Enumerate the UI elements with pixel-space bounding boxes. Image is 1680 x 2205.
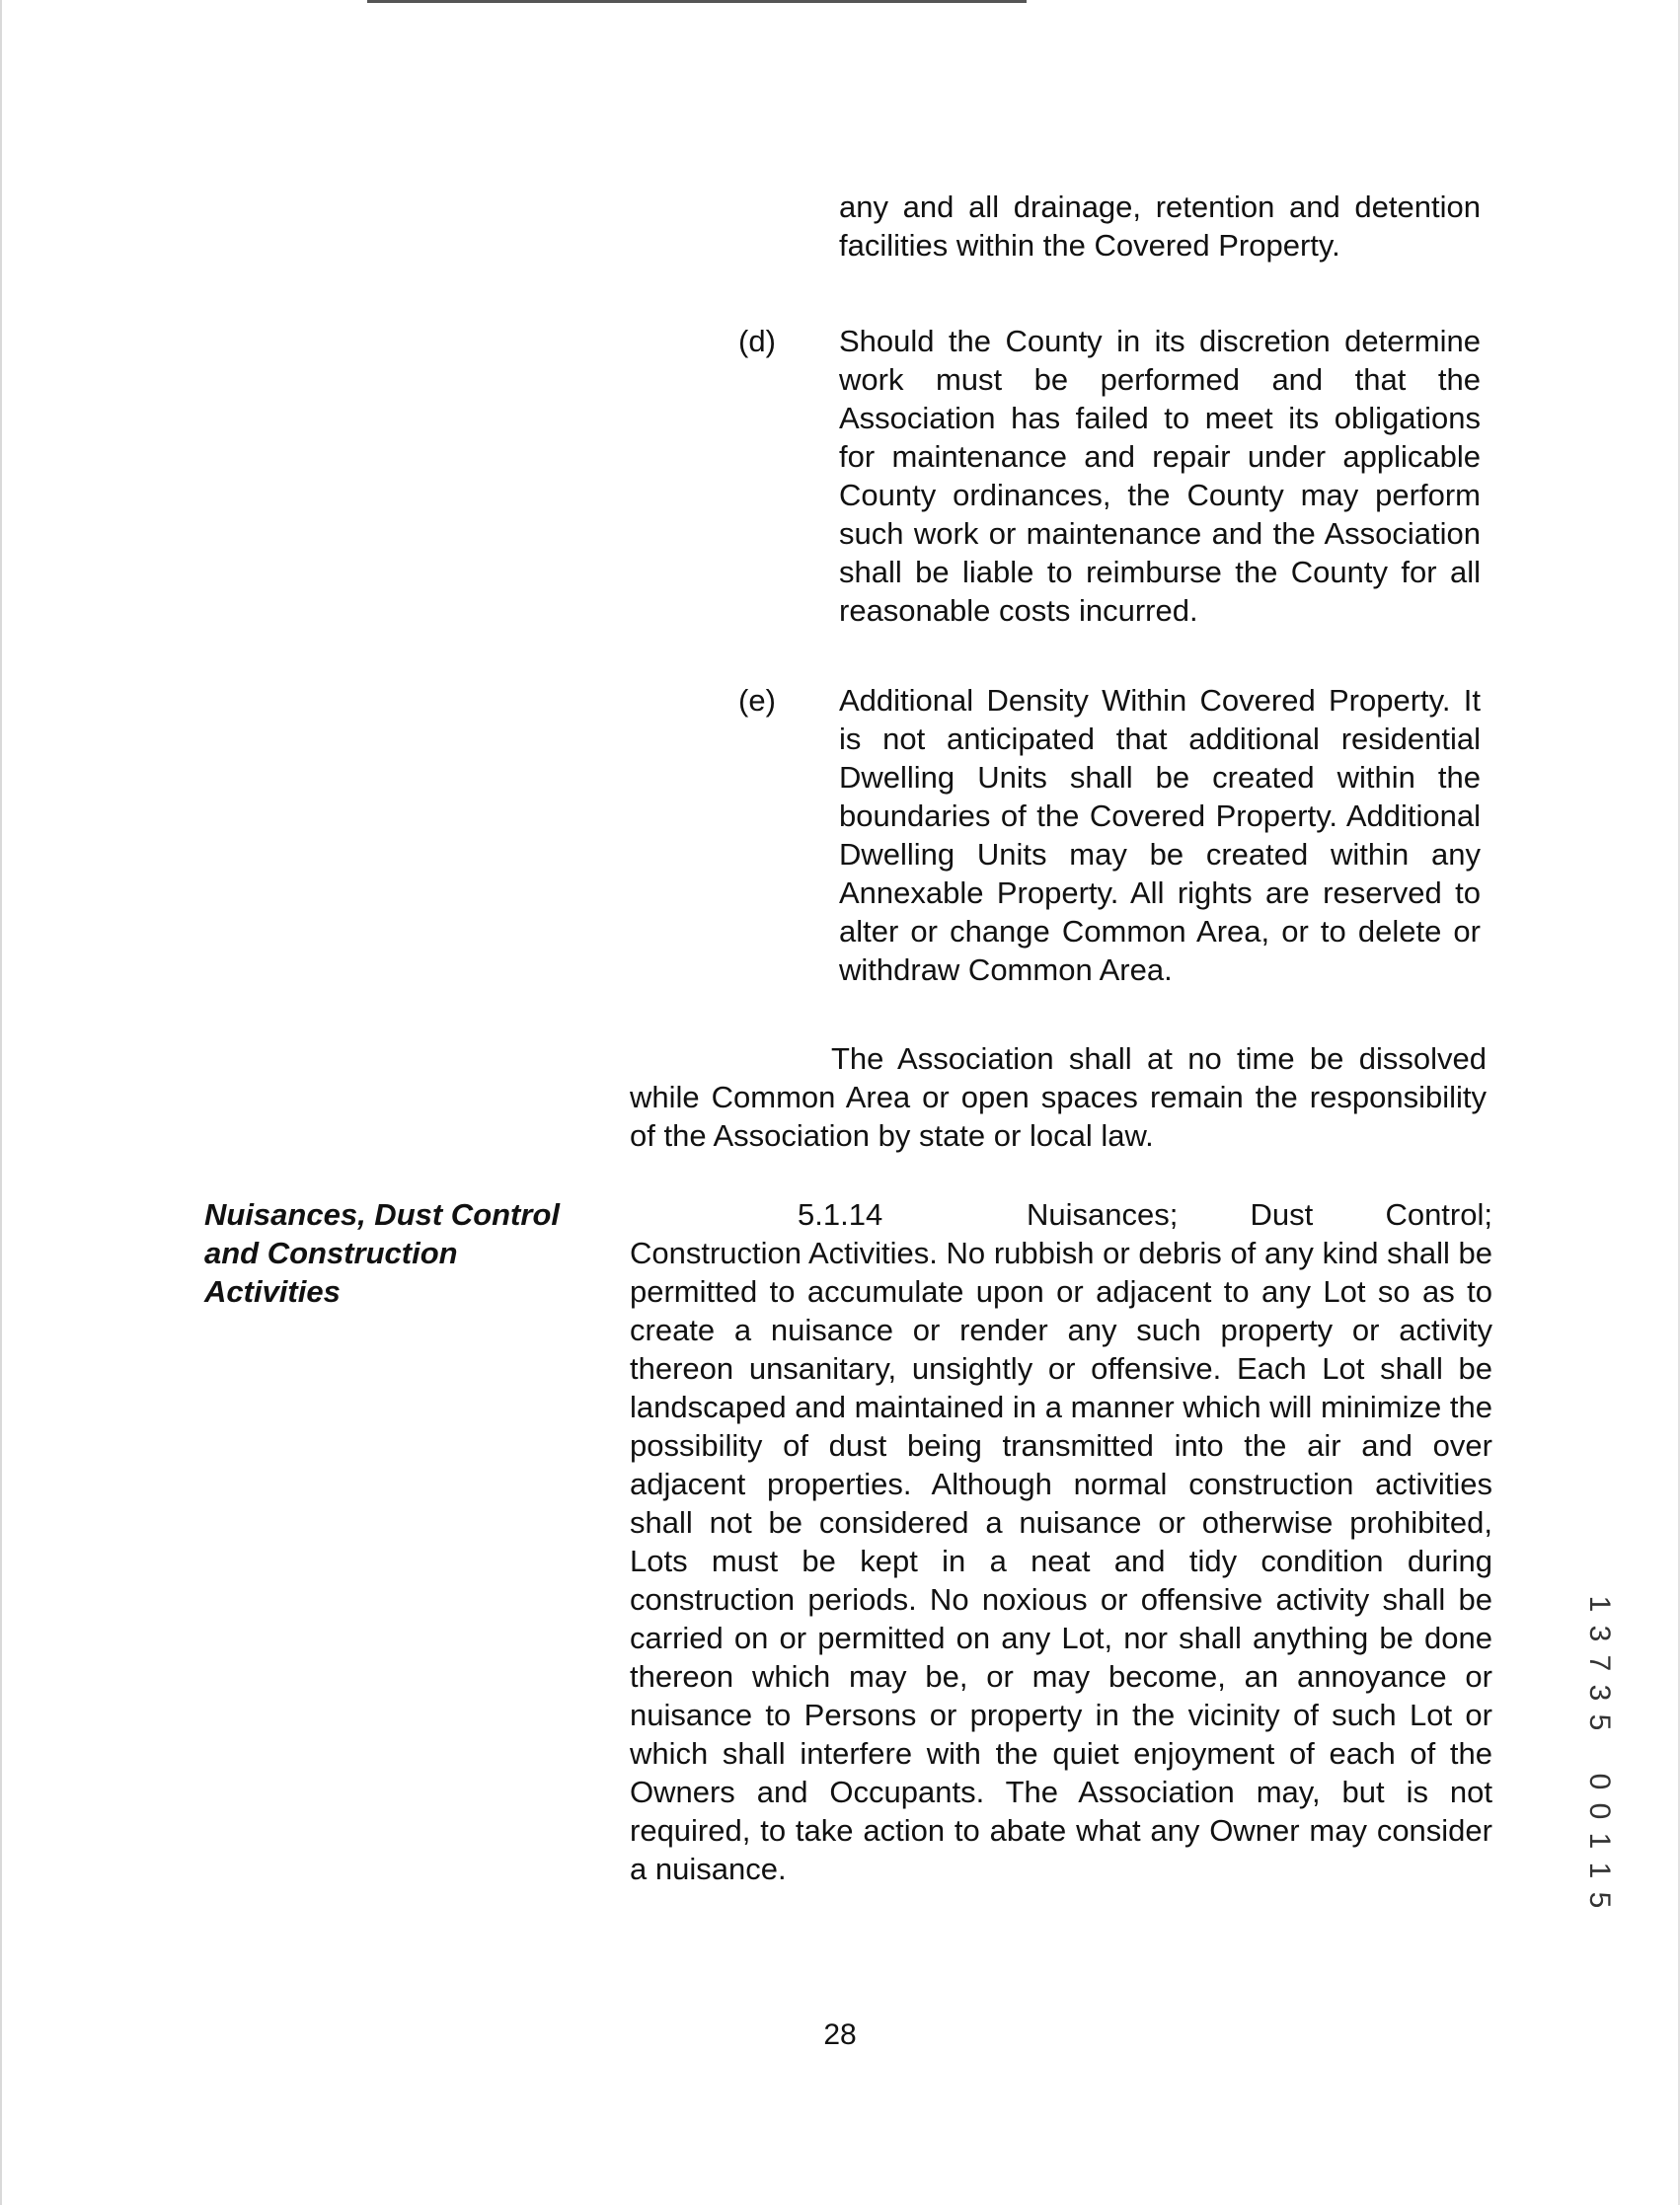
recording-stamp (1579, 1589, 1619, 1915)
section-text: Nuisances; Dust Control; Construction Activities. No rubbish or debris of any kind shall be permitted to accumulate upon or adjacent to any Lot so as to create a nuisance or render any such property or activity thereon unsanitary, unsightly or offensive. Each Lot shall be landscaped and maintained in a manner which will minimize the possibility of dust being transmitted into the air and over adjacent properties. Although normal construction activities shall not be considered a nuisance or otherwise prohibited, Lots must be kept in a neat and tidy condition during construction periods. No noxious or offensive activity shall be carried on or permitted on any Lot, nor shall anything be done thereon which may be, or may become, an annoyance or nuisance to Persons or property in the vicinity of such Lot or which shall interfere with the quiet enjoyment of each of the Owners and Occupants. The Association may, but is not required, to take action to abate what any Owner may consider a nuisance. (630, 1197, 1492, 1886)
scan-left-edge (0, 0, 2, 2205)
section-5-1-14 (630, 1195, 1492, 1888)
stamp-digit: 1 (1583, 1862, 1616, 1879)
stamp-digit: 0 (1583, 1802, 1616, 1820)
item-label: (e) (738, 683, 776, 718)
stamp-digit: 7 (1583, 1654, 1616, 1672)
item-text: Additional Density Within Covered Property. It is not anticipated that additional residential Dwelling Units shall be created within the boundaries of the Covered Property. Additional Dwelling Units may be created within any Annexable Property. All rights are reserved to alter or change Common Area, or to delete or withdraw Common Area. (839, 683, 1481, 987)
recording-stamp-text (1579, 1589, 1619, 1915)
continuation-paragraph: any and all drainage, retention and detention facilities within the Covered Property. (839, 190, 1481, 263)
stamp-digit: 0 (1583, 1773, 1616, 1790)
section-number: 5.1.14 (798, 1197, 883, 1232)
side-heading: Nuisances, Dust Control and Construction Activities (204, 1197, 560, 1309)
closing-paragraph: The Association shall at no time be dissolved while Common Area or open spaces remain the responsibility of the Association by state or local law. (630, 1041, 1487, 1153)
item-label: (d) (738, 324, 776, 358)
stamp-digit: 3 (1583, 1684, 1616, 1702)
stamp-digit: 1 (1583, 1595, 1616, 1613)
item-text: Should the County in its discretion determine work must be performed and that the Association has failed to meet its obligations for maintenance and repair under applicable County ordinances, the County may perform such work or maintenance and the Association shall be liable to reimburse the County for all reasonable costs incurred. (839, 324, 1481, 628)
stamp-digit: 1 (1583, 1832, 1616, 1850)
scan-top-rule (367, 0, 1027, 3)
stamp-digit: 5 (1583, 1713, 1616, 1731)
stamp-digit: 3 (1583, 1625, 1616, 1642)
stamp-digit: 5 (1583, 1891, 1616, 1909)
page-number: 28 (823, 2018, 857, 2051)
